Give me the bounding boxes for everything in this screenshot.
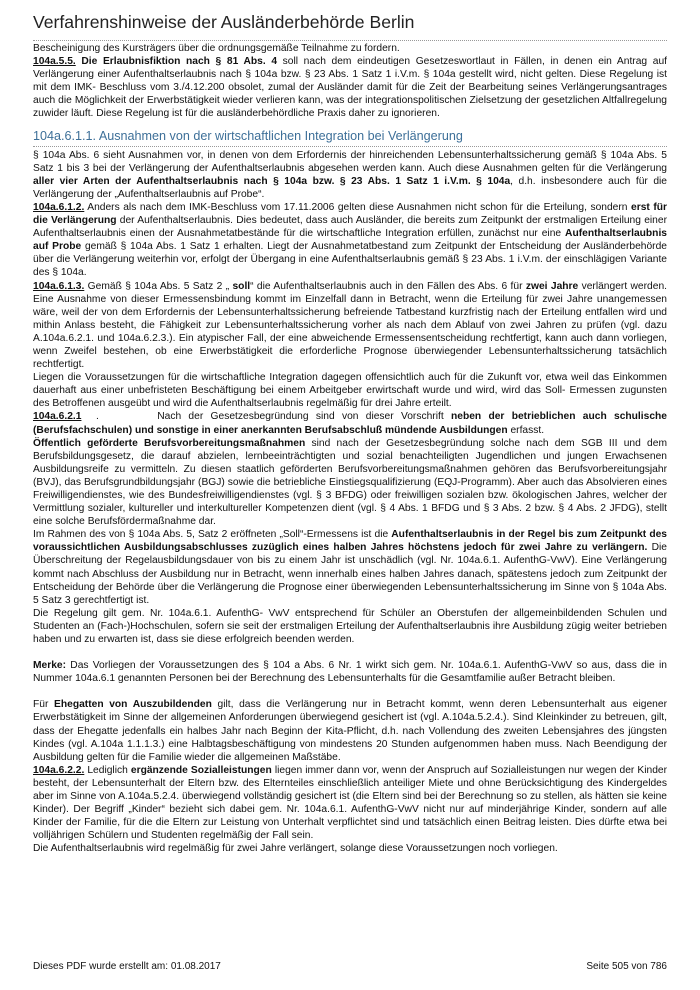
paragraph-number: 104a.5.5.	[33, 56, 76, 68]
paragraph-text: Die Überschreitung der Regelausbildungsdauer von bis zu einem Jahr ist unschädlich (vgl. Nr. 104a.6.1. AufenthG-VwV). Eine Verlängerung kommt nach Abschluss der Ausbildung nur in Betracht, wenn innerhalb eines halben Jahres danach, spätestens jedoch zum Zeitpunkt der Entscheidung der Behörde über die Verlängerung die Prognose einer überwiegenden Lebensunterhaltssicherung im Sinne von § 104a Abs. 5 Satz 3 gerechtfertigt ist.	[33, 542, 667, 606]
paragraph-ehegatten	[33, 698, 667, 763]
paragraph-number: 104a.6.2.1	[33, 411, 82, 423]
paragraph-104a-5-5	[33, 55, 667, 120]
paragraph-berufsvorbereitung	[33, 437, 667, 529]
paragraph-kurstraeger: Bescheinigung des Kursträgers über die ordnungsgemäße Teilnahme zu fordern.	[33, 43, 400, 54]
paragraph-104a-6-2-1	[33, 410, 667, 436]
paragraph-schueler-studenten: Die Regelung gilt gem. Nr. 104a.6.1. AufenthG- VwV entsprechend für Schüler an Oberstufen der allgemeinbildenden Schulen und Studenten an (Fach-)Hochschulen, sofern sie seit der erstmaligen Erteilung der Aufenthaltserlaubnis ihre Ausbildung zügig weiter betrieben haben und zu erwarten ist, dass sie diese erfolgreich beenden werden.	[33, 607, 667, 646]
footer-page-number: Seite 505 von 786	[586, 961, 667, 972]
bold-text: neben der betrieblichen auch schulische (Berufsfachschulen) und sonstige in einer anerkannten Berufsabschluß mündende Ausbildungen	[33, 411, 667, 436]
page-header	[33, 8, 667, 36]
paragraph-number: 104a.6.1.3.	[33, 280, 85, 292]
footer-created-date: Dieses PDF wurde erstellt am: 01.08.2017	[33, 961, 221, 972]
section-divider	[33, 146, 667, 147]
bold-text: ergänzende Sozialleistungen	[130, 764, 272, 776]
paragraph-text: , d.h. insbesondere auch für die Verlängerung der „Aufenthaltserlaubnis auf Probe“.	[33, 175, 667, 200]
document-body	[33, 42, 667, 855]
paragraph-104a-6-1-2	[33, 201, 667, 280]
paragraph-ausnahmen	[33, 149, 667, 201]
paragraph-text: . Nach der Gesetzesbegründung sind von dieser Vorschrift	[81, 411, 451, 423]
paragraph-verlaengerung: Die Aufenthaltserlaubnis wird regelmäßig für zwei Jahre verlängert, solange diese Voraussetzungen noch vorliegen.	[33, 843, 558, 855]
bold-text: zwei Jahre	[525, 280, 579, 292]
paragraph-text: Lediglich	[84, 764, 131, 776]
paragraph-104a-6-1-3	[33, 280, 667, 372]
spacer	[33, 646, 667, 659]
section-heading	[33, 128, 667, 147]
paragraph-text: Im Rahmen des von § 104a Abs. 5, Satz 2 eröffneten „Soll“-Ermessens ist die	[33, 529, 392, 541]
spacer	[33, 685, 667, 698]
paragraph-soll-ermessen: Liegen die Voraussetzungen für die wirtschaftliche Integration dagegen offensichtlich auch für die Zukunft vor, etwa weil das Einkommen dauerhaft aus einer unbefristeten Beschäftigung bei einem Arbeitgeber erwirtschaft wurde und wird, wird das Soll- Ermessen zugunsten des Betroffenen ausgeübt und wird die Aufenthaltserlaubnis regelmäßig für drei Jahre erteilt.	[33, 372, 667, 410]
paragraph-text: § 104a Abs. 6 sieht Ausnahmen vor, in denen von dem Erfordernis der hinreichenden Lebensunterhaltssicherung gemäß § 104a Abs. 5 Satz 1 bis 3 bei der Verlängerung der Aufenthaltserlaubnis abgesehen werden kann. Auch diese Ausnahmen gelten für die Verlängerung	[33, 149, 667, 174]
paragraph-ausbildungsabschluss	[33, 528, 667, 607]
paragraph-text: gemäß § 104a Abs. 1 Satz 1 erhalten. Liegt der Ausnahmetatbestand zum Zeitpunkt der Entscheidung der Ausländerbehörde über die Verlängerung weiterhin vor, erfolgt der Übergang in eine Aufenthaltserlaubnis gemäß § 23 Abs. 1 i.V.m. der einschlägigen Variante des § 104a.	[33, 241, 667, 279]
paragraph-text: Gemäß § 104a Abs. 5 Satz 2 „	[84, 280, 233, 292]
paragraph-text: erfasst.	[507, 424, 545, 436]
paragraph-number: 104a.6.1.2.	[33, 201, 85, 213]
bold-text: soll	[232, 280, 251, 292]
bold-text: Die Erlaubnisfiktion nach § 81 Abs. 4	[81, 56, 278, 68]
bold-text: Aufenthaltserlaubnis auf Probe	[33, 228, 667, 253]
section-title: 104a.6.1.1. Ausnahmen von der wirtschaftlichen Integration bei Verlängerung	[33, 128, 463, 143]
paragraph-text: Anders als nach dem IMK-Beschluss vom 17.11.2006 gelten diese Ausnahmen nicht schon für die Erteilung, sondern	[84, 201, 632, 213]
paragraph-text: Für	[33, 699, 55, 711]
paragraph-number: 104a.6.2.2.	[33, 764, 85, 776]
paragraph-text: “ die Aufenthaltserlaubnis auch in den Fällen des Abs. 6 für	[250, 280, 526, 292]
bold-text: aller vier Arten der Aufenthaltserlaubnis nach § 104a bzw. § 23 Abs. 1 Satz 1 i.V.m. § 104a	[33, 175, 511, 187]
paragraph-merke	[33, 659, 667, 685]
paragraph-text: liegen immer dann vor, wenn der Anspruch auf Sozialleistungen nur wegen der Kinder besteht, der Lebensunterhalt der Eltern bzw. des Elternteiles einschließlich anteiliger Miete und ohne Berücksichtigung des Kindergeldes aber im Sinne von A.104a.5.2.4. überwiegend vollständig gesichert ist (die Eltern sind bei der Berechnung so zu stellen, als hätten sie keine Kinder). Der Begriff „Kinder“ bezieht sich dabei gem. Nr. 104a.6.1. AufenthG-VwV nicht nur auf minderjährige Kinder, sondern auf alle Kinder der Familie, für die die Eltern zur Leistung von Unterhalt verpflichtet sind und tatsächlich einen Beitrag leisten. Dies dürfte etwa bei volljährigen Schülern und Studenten regelmäßig der Fall sein.	[33, 764, 668, 842]
bold-text: erst für die Verlängerung	[33, 201, 667, 227]
paragraph-text: gilt, dass die Verlängerung nur in Betracht kommt, wenn deren Lebensunterhalt aus eigener Erwerbstätigkeit im Sinne der allgemeinen Anforderungen überwiegend gesichert ist (vgl. A.104a.5.2.4.). Sind Kleinkinder zu betreuen, gilt, dass der Ehegatte jedenfalls ein halbes Jahr nach Beginn der Kita-Pflicht, d.h. nach Vollendung des zweiten Lebensjahres des jüngsten Kindes (vgl. A.104a 1.1.1.3.) eine Halbtagsbeschäftigung von mindestens 20 Stunden aufgenommen haben muss. Nach Beendigung der Ausbildung gelten für die Familie wieder die allgemeinen Maßstäbe.	[33, 699, 667, 763]
paragraph-text: verlängert werden. Eine Ausnahme von dieser Ermessensbindung kommt im Einzelfall dann in Betracht, wenn die Erteilung für zwei Jahre unangemessen wäre, weil der von dem Erfordernis der Lebensunterhaltssicherung befreiende Tatbestand kurzfristig nach der Erteilung entfallen wird und mithin Anlass besteht, die Fähigkeit zur Lebensunterhaltssicherung vorher als nach dem Ablauf von zwei Jahren zu prüfen (vgl. dazu A.104a.6.2.1. und 104a.6.2.3.). Ein atypischer Fall, der eine abweichende Ermessensentscheidung rechtfertigt, kann auch dann vorliegen, wenn Zweifel bestehen, ob eine Erwerbstätigkeit die erforderliche Prognose überwiegender Lebensunterhaltssicherung tatsächlich rechtfertigt.	[33, 280, 667, 371]
paragraph-text: soll nach dem eindeutigen Gesetzeswortlaut in Fällen, in denen ein Antrag auf Verlängerung einer Aufenthaltserlaubnis nach § 104a bzw. § 23 Abs. 1 Satz 1 i.V.m. § 104a gestellt wird, nicht gelten. Diese Regelung ist mit dem IMK- Beschluss vom 3./4.12.200 obsolet, zumal der Ausländer damit für die Zeit der Bearbeitung seines Verlängerungsantrages auch die Möglichkeit der Erwerbstätigkeit wieder verlieren kann, was der integrationspolitischen Zielsetzung der gesetzlichen Altfallregelung zuwider läuft. Diese Regelung ist für die ausländerbehördliche Praxis daher zu ignorieren.	[33, 56, 667, 120]
paragraph-text: Das Vorliegen der Voraussetzungen des § 104 a Abs. 6 Nr. 1 wirkt sich gem. Nr. 104a.6.1. AufenthG-VwV so aus, dass die in Nummer 104a.6.1 genannten Personen bei der Berechnung des Lebensunterhalts für die Gesamtfamilie außer Betracht bleiben.	[33, 660, 667, 685]
paragraph-text: der Aufenthaltserlaubnis. Dies bedeutet, dass auch Ausländer, die bereits zum Zeitpunkt der erstmaligen Erteilung einer Aufenthaltserlaubnis einen der Ausnahmetatbestände für die wirtschaftliche Integration erfüllen, zunächst nur eine	[33, 215, 667, 240]
bold-text: Ehegatten von Auszubildenden	[54, 699, 212, 711]
paragraph-text: sind nach der Gesetzesbegründung solche nach dem SGB III und dem Berufsbildungsgesetz, die darauf abzielen, lernbeeinträchtigten und sozial benachteiligten Jugendlichen und jungen Erwachsenen Ausbildungsreife zu vermitteln. Zu diesen staatlich geförderten Berufsvorbereitungsmaßnahmen gehören das Berufsvorbereitungsjahr (BVJ), das Berufsgrundbildungsjahr (BGJ) sowie die betriebliche Einstiegsqualifizierung (EQJ-Programm). Aber auch das Absolvieren eines Freiwilligendienstes, wie des Bundesfreiwilligendienstes (vgl. § 3 BFDG) oder freiwilligen sozialen bzw. ökologischen Jahres, welcher der Vermittlung sozialer, kultureller und interkultureller Kompetenzen dient (vgl. § 4 Abs. 1 BFDG und § 3 Abs. 2 bzw. § 4 Abs. 2 JFDG), stellt eine solche Berufsfördermaßnahme dar.	[33, 437, 667, 528]
header-divider	[33, 40, 667, 41]
bold-text: Merke:	[33, 660, 67, 672]
bold-text: Öffentlich geförderte Berufsvorbereitungsmaßnahmen	[33, 437, 306, 449]
bold-text: Aufenthaltserlaubnis in der Regel bis zum Zeitpunkt des voraussichtlichen Ausbildungsabschlusses zuzüglich eines halben Jahres höchstens jedoch für zwei Jahre zu verlängern.	[33, 529, 667, 554]
page-title: Verfahrenshinweise der Ausländerbehörde Berlin	[33, 12, 415, 32]
paragraph-104a-6-2-2	[33, 764, 667, 843]
